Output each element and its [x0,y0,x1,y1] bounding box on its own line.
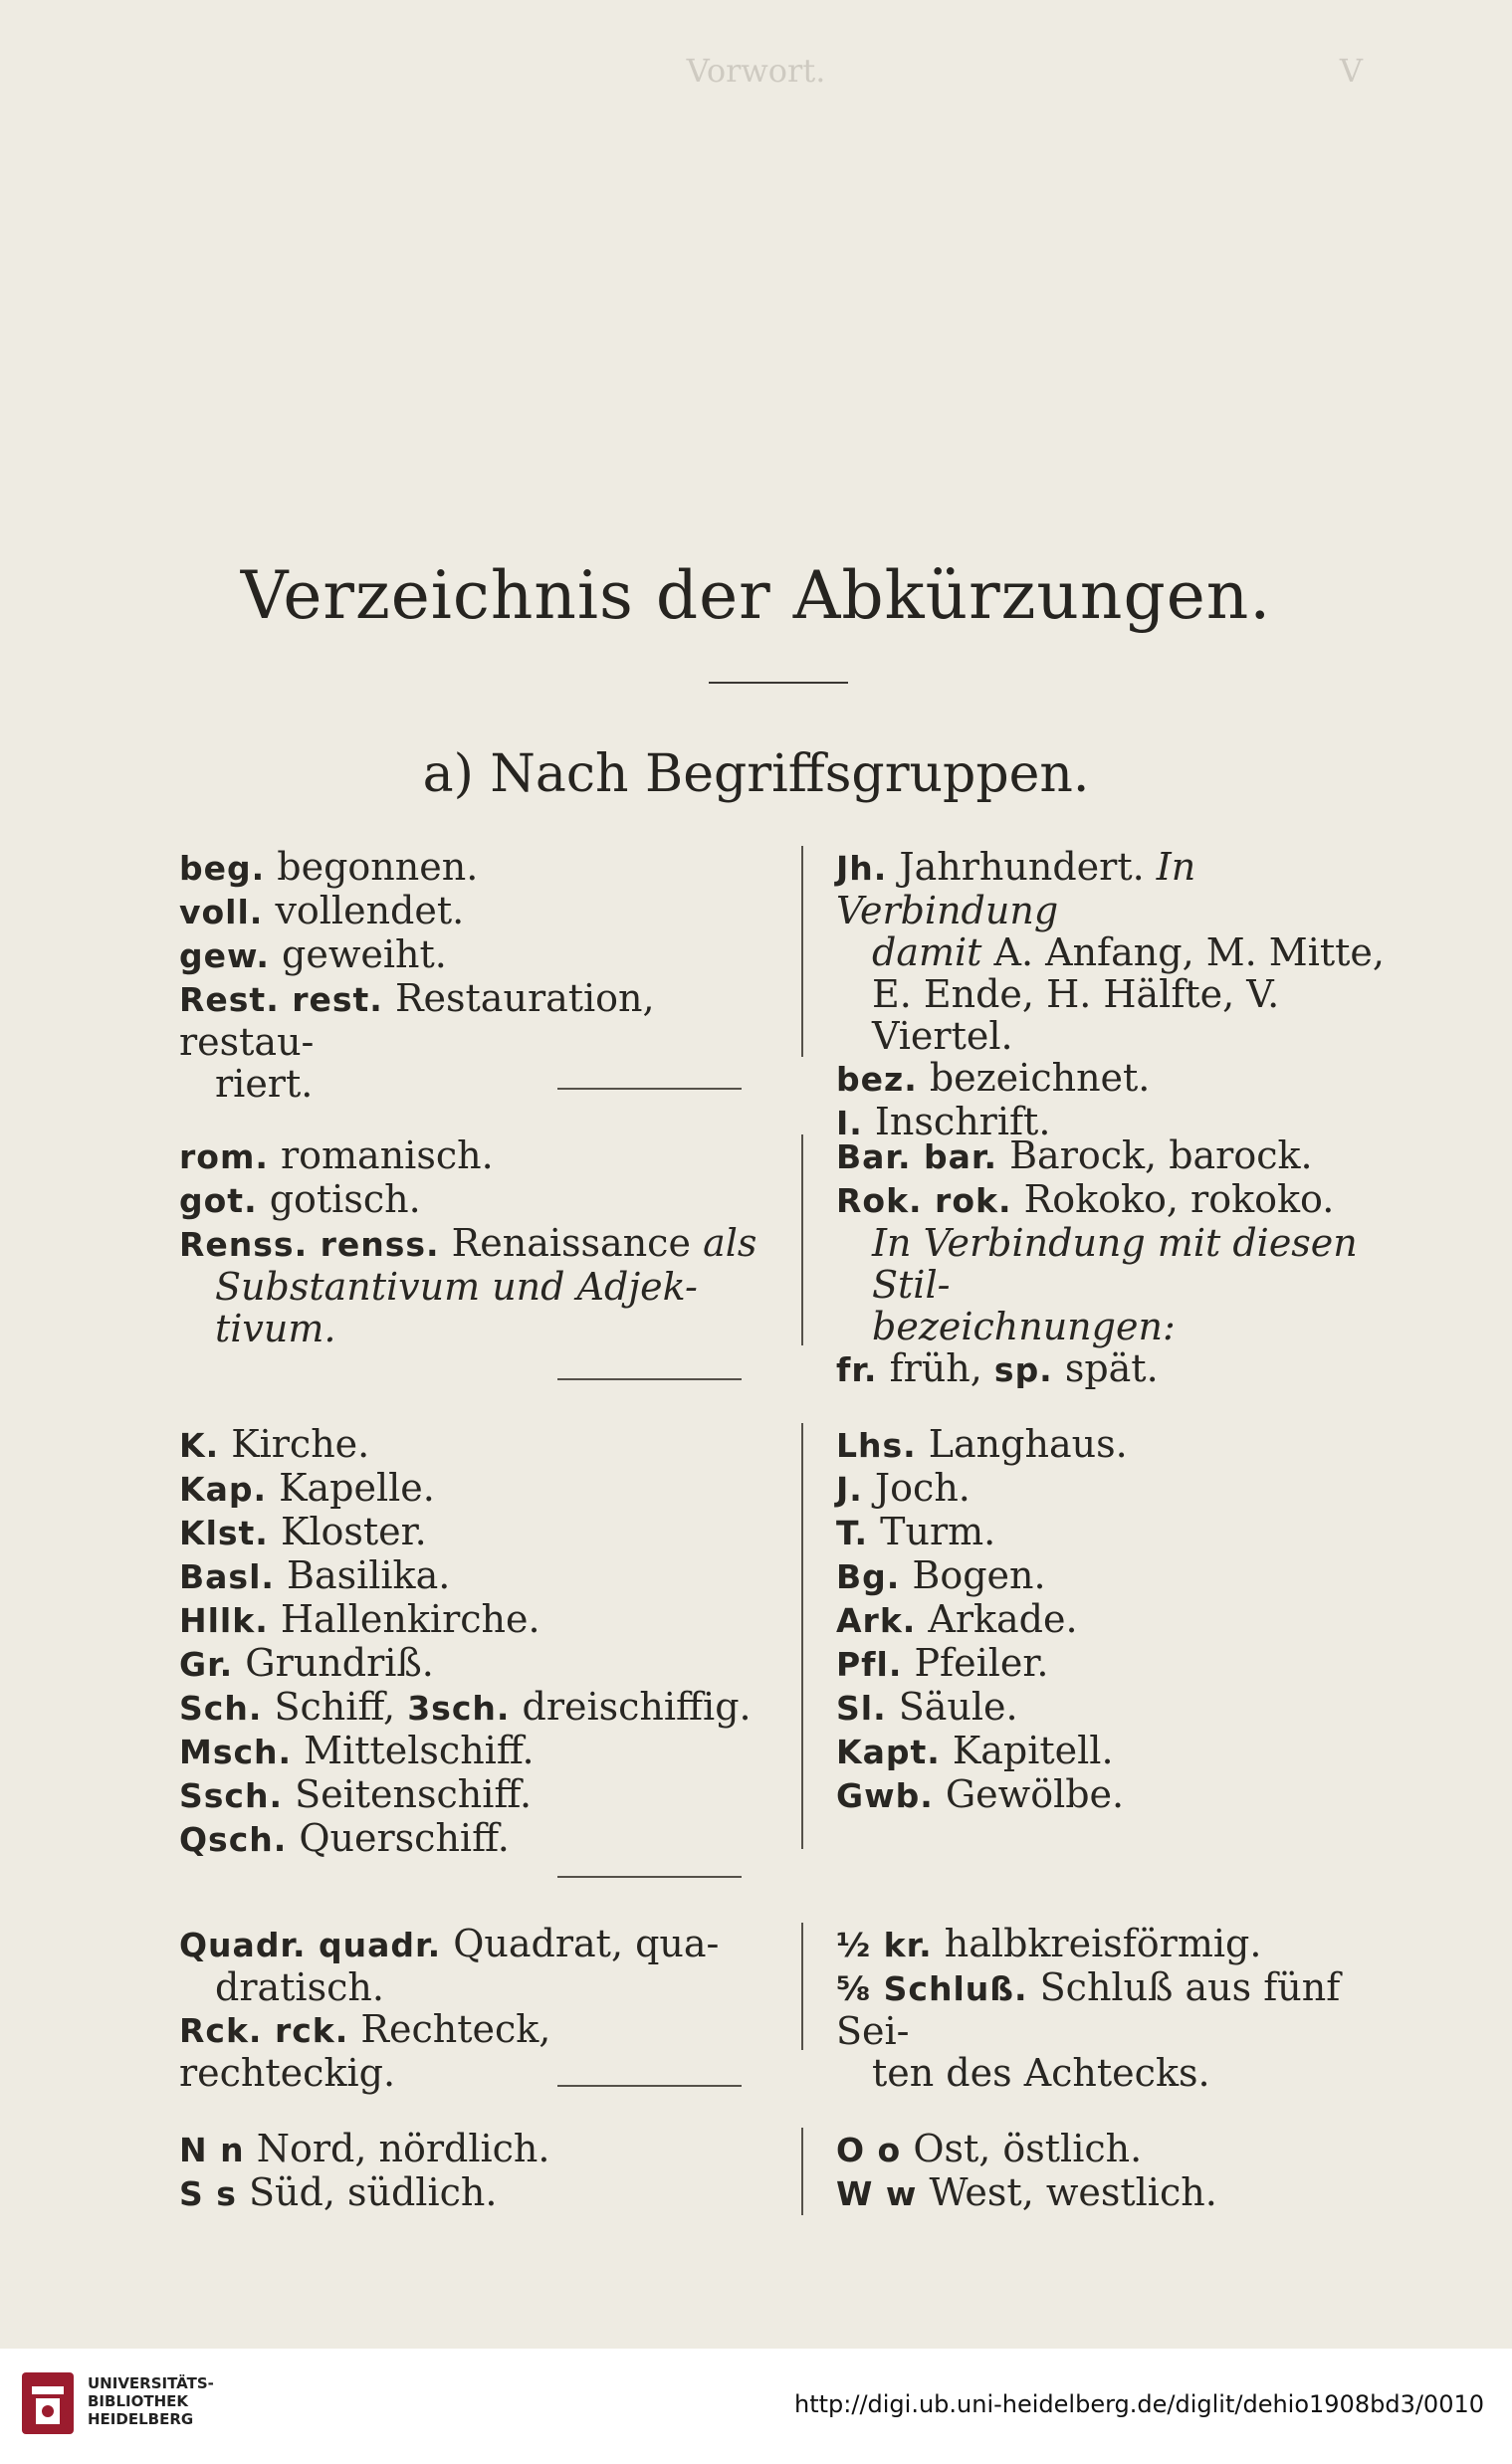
library-line: HEIDELBERG [88,2410,194,2428]
left-column [179,1423,776,1861]
entry: Rok. rok. Rokoko, rokoko. [836,1177,1335,1221]
group-separator [557,1088,742,1090]
right-column [836,2128,1423,2215]
entry: ½ kr. halbkreisförmig. [836,1922,1262,1965]
entry: Qsch. Querschiff. [179,1816,510,1860]
group-separator [557,1378,742,1380]
entry-continuation: dratisch. [215,1965,384,2009]
entry: Sch. Schiff, 3sch. dreischiffig. [179,1685,752,1729]
abbr-group-status [159,845,1423,1143]
library-line: BIBLIOTHEK [88,2392,188,2410]
entry: S s Süd, südlich. [179,2170,498,2214]
entry: K. Kirche. [179,1422,370,1466]
entry: Rck. rck. Rechteck, rechteckig. [179,2007,551,2095]
right-column [836,1134,1423,1391]
abbr-group-directions [159,2128,1423,2217]
entry-continuation: Substantivum und Adjek- [215,1265,698,1309]
left-column [179,1134,776,1349]
abbr-group-forms [159,1922,1423,2095]
entry: bez. bezeichnet. [836,1056,1151,1100]
running-head-text: Vorwort. [686,52,826,90]
entry: I. Inschrift. [836,1100,1051,1143]
entry-continuation: bezeichnungen: [872,1305,1176,1348]
abbr-group-buildings [159,1422,1423,1860]
title-rule [709,682,848,684]
entry: Basl. Basilika. [179,1553,451,1597]
entry-continuation: damit A. Anfang, M. Mitte, [872,930,1385,974]
entry: Msch. Mittelschiff. [179,1729,535,1772]
column-divider [801,1423,803,1849]
entry: beg. begonnen. [179,845,479,889]
entry: Gr. Grundriß. [179,1641,434,1685]
column-divider [801,1134,803,1345]
entry: Ark. Arkade. [836,1597,1078,1641]
entry: Jh. Jahrhundert. In Verbindung [836,845,1196,932]
entry-continuation: In Verbindung mit diesen Stil- [872,1221,1358,1307]
entry: Renss. renss. Renaissance als [179,1221,757,1265]
entry-continuation: riert. [215,1062,314,1106]
abbr-group-styles [159,1133,1423,1390]
entry: voll. vollendet. [179,889,465,932]
library-name [88,2374,214,2428]
library-footer [0,2349,1512,2464]
entry-continuation: ten des Achtecks. [872,2051,1210,2095]
entry: Quadr. quadr. Quadrat, qua- [179,1922,720,1965]
section-subtitle: a) Nach Begriffsgruppen. [422,744,1090,804]
page-mark: V [1339,52,1363,90]
entry: Gwb. Gewölbe. [836,1772,1125,1816]
page-title: Verzeichnis der Abkürzungen. [240,557,1272,634]
entry: fr. früh, sp. spät. [836,1346,1159,1390]
right-column [836,846,1423,1144]
group-separator [557,1876,742,1878]
entry: Ssch. Seitenschiff. [179,1772,533,1816]
entry: ⅝ Schluß. Schluß aus fünf Sei- [836,1965,1341,2053]
university-seal-icon [18,2368,78,2438]
library-line: UNIVERSITÄTS- [88,2374,214,2392]
running-head [0,52,1512,90]
entry: Rest. rest. Restauration, restau- [179,976,655,1064]
left-column [179,846,776,1105]
column-divider [801,846,803,1057]
left-column [179,1923,776,2094]
entry: Pfl. Pfeiler. [836,1641,1049,1685]
entry: gew. geweiht. [179,932,447,976]
left-column [179,2128,776,2215]
source-url-link[interactable]: http://digi.ub.uni-heidelberg.de/diglit/dehio1908bd3/0010 [794,2390,1484,2418]
entry: J. Joch. [836,1466,971,1510]
entry: Hllk. Hallenkirche. [179,1597,540,1641]
entry: Bar. bar. Barock, barock. [836,1133,1313,1177]
entry: W w West, westlich. [836,2170,1217,2214]
right-column [836,1423,1423,1817]
entry: got. gotisch. [179,1177,421,1221]
entry-continuation: tivum. [215,1307,336,1350]
entry: O o Ost, östlich. [836,2127,1143,2170]
right-column [836,1923,1423,2094]
group-separator [557,2085,742,2087]
entry: Kap. Kapelle. [179,1466,435,1510]
entry: Bg. Bogen. [836,1553,1046,1597]
entry-continuation: E. Ende, H. Hälfte, V. Viertel. [872,972,1280,1058]
column-divider [801,2128,803,2215]
entry: Sl. Säule. [836,1685,1018,1729]
column-divider [801,1923,803,2050]
entry: Klst. Kloster. [179,1510,427,1553]
entry: Kapt. Kapitell. [836,1729,1114,1772]
entry: rom. romanisch. [179,1133,494,1177]
entry: N n Nord, nördlich. [179,2127,550,2170]
entry: Lhs. Langhaus. [836,1422,1128,1466]
entry: T. Turm. [836,1510,996,1553]
